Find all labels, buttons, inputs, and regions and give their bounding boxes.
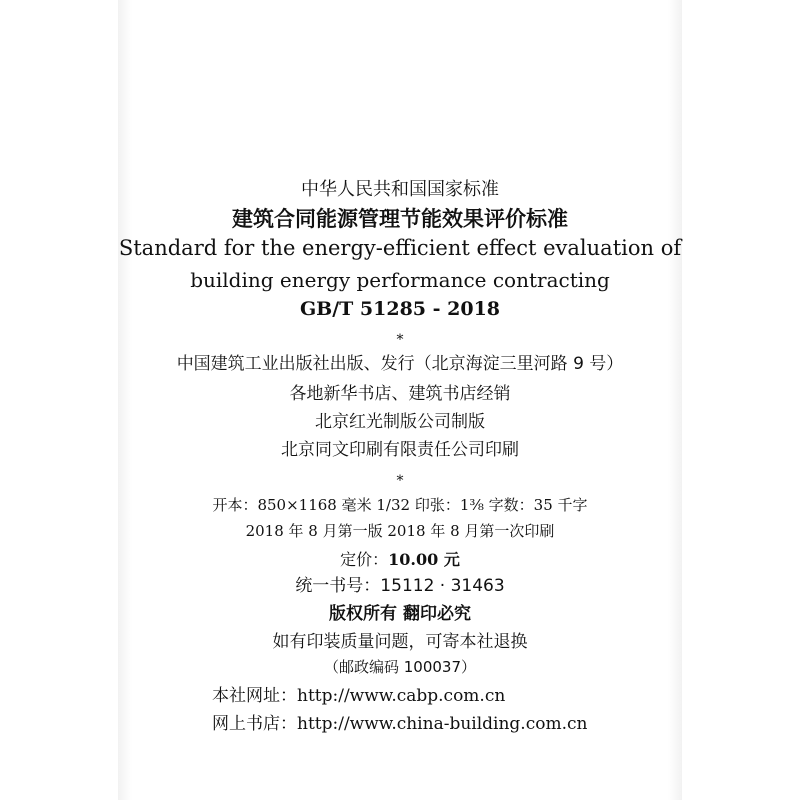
postcode: （邮政编码 100037） <box>323 658 477 676</box>
bookstore-line <box>212 716 587 733</box>
bookstore-label: 网上书店： <box>212 714 297 734</box>
price-value: 10.00 元 <box>388 550 460 569</box>
publisher-line: 中国建筑工业出版社出版、发行（北京海淀三里河路 9 号） <box>176 354 624 374</box>
printer-line: 北京同文印刷有限责任公司印刷 <box>281 440 519 460</box>
edition-info: 2018 年 8 月第一版 2018 年 8 月第一次印刷 <box>245 522 555 540</box>
copyright-notice: 版权所有 翻印必究 <box>329 604 471 624</box>
separator-star: * <box>396 332 404 348</box>
standard-code: GB/T 51285 - 2018 <box>299 298 501 320</box>
standard-title-english-line1: Standard for the energy-efficient effect evaluation of <box>118 236 682 260</box>
website-line <box>212 688 505 705</box>
return-notice: 如有印装质量问题，可寄本社退换 <box>272 632 528 652</box>
national-standard-heading: 中华人民共和国国家标准 <box>301 179 499 200</box>
bookstore-url[interactable]: http://www.china-building.com.cn <box>297 714 588 734</box>
distributor-line: 各地新华书店、建筑书店经销 <box>289 384 511 404</box>
price <box>0 552 800 568</box>
separator-star: * <box>396 473 404 489</box>
format-specs: 开本：850×1168 毫米 1/32 印张：1⅜ 字数：35 千字 <box>212 496 588 514</box>
standard-title-english-line2: building energy performance contracting <box>190 268 610 292</box>
standard-title-chinese: 建筑合同能源管理节能效果评价标准 <box>232 207 568 231</box>
website-label: 本社网址： <box>212 686 297 706</box>
website-url[interactable]: http://www.cabp.com.cn <box>297 686 506 706</box>
book-number: 统一书号：15112 · 31463 <box>295 576 505 596</box>
price-label: 定价： <box>340 550 389 569</box>
plate-maker-line: 北京红光制版公司制版 <box>315 412 485 432</box>
